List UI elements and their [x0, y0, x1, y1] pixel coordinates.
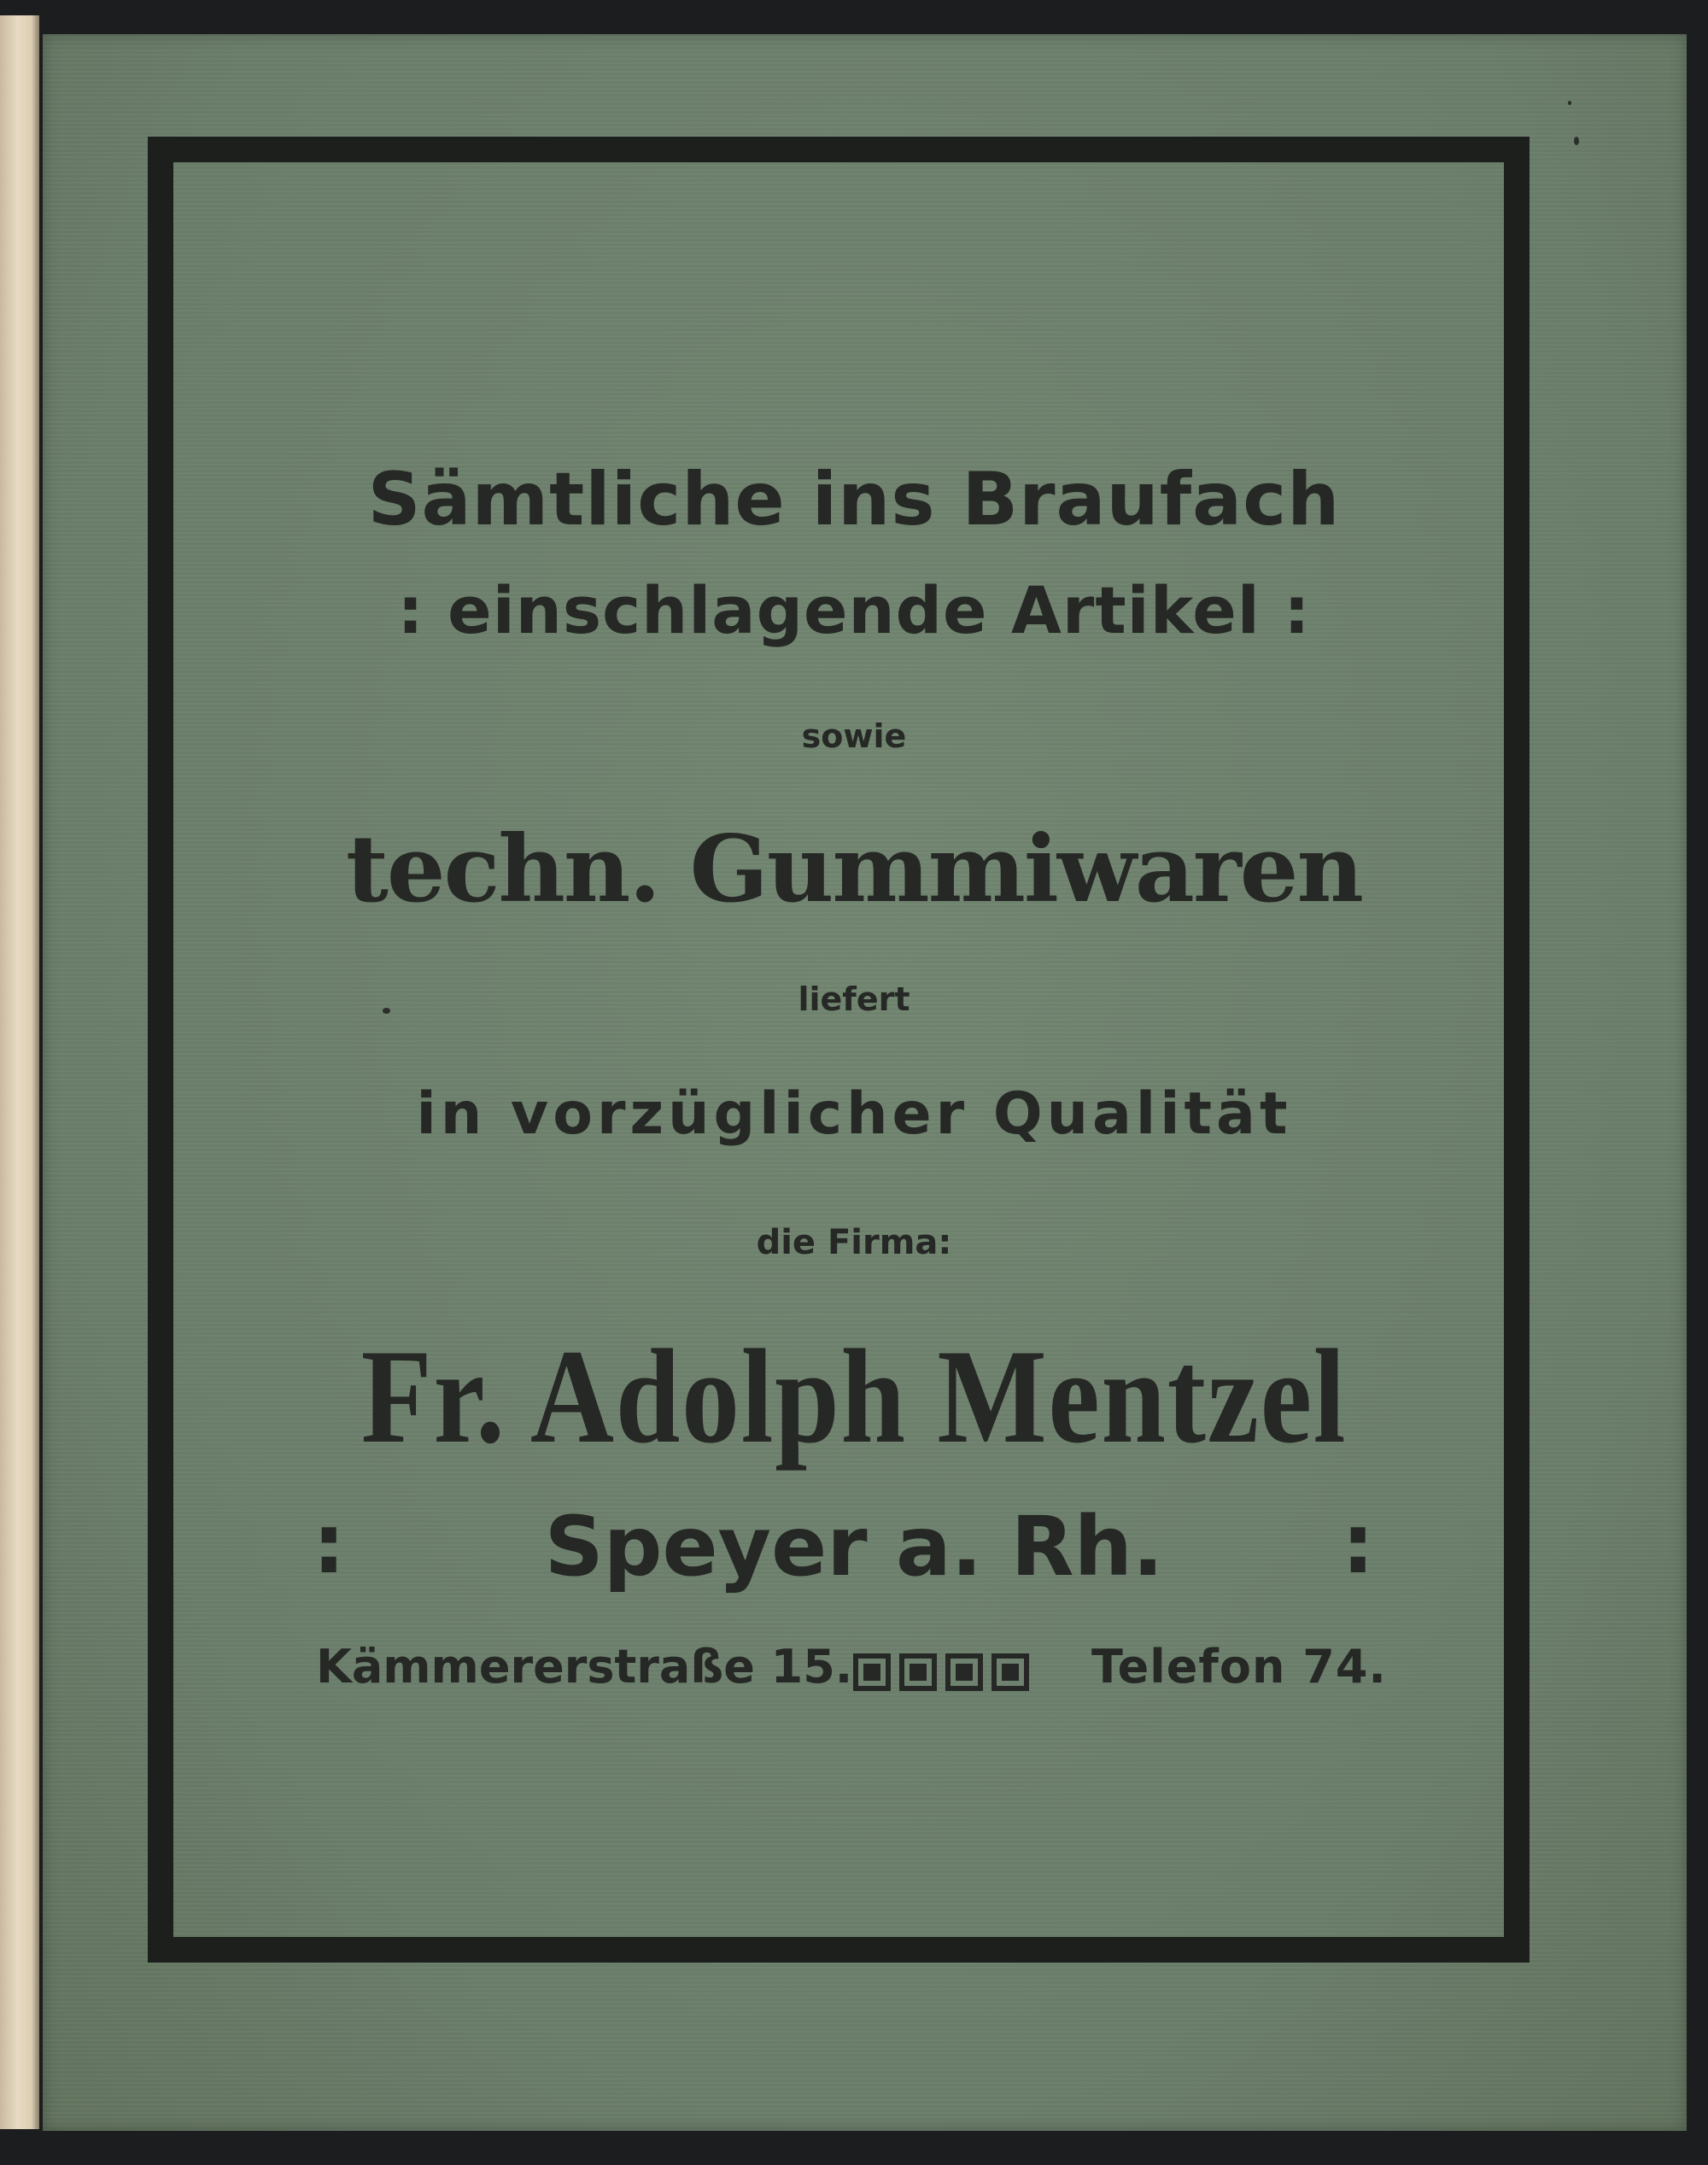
headline-line-1: Sämtliche ins Braufach: [367, 457, 1341, 542]
square-ornament-icon: [991, 1653, 1029, 1691]
square-ornaments: [853, 1653, 1029, 1691]
connector-sowie: sowie: [801, 717, 907, 755]
ink-speck: [1568, 101, 1571, 105]
ink-speck: [1574, 137, 1579, 145]
company-intro: die Firma:: [756, 1223, 952, 1262]
quality-line: in vorzüglicher Qualität: [416, 1080, 1292, 1148]
square-ornament-icon: [899, 1653, 937, 1691]
decorative-colon-left: :: [313, 1496, 346, 1592]
decorative-colon-right: :: [1342, 1496, 1375, 1592]
company-city: Speyer a. Rh.: [544, 1499, 1164, 1594]
company-name: Fr. Adolph Mentzel: [360, 1322, 1348, 1472]
adjacent-page-edge: [0, 15, 39, 2129]
square-ornament-icon: [945, 1653, 983, 1691]
street-address: Kämmererstraße 15.: [316, 1640, 853, 1694]
product-heading: techn. Gummiwaren: [345, 816, 1363, 923]
telephone-number: Telefon 74.: [1091, 1640, 1387, 1694]
headline-line-2: : einschlagende Artikel :: [397, 572, 1311, 648]
square-ornament-icon: [853, 1653, 891, 1691]
connector-liefert: liefert: [798, 980, 910, 1018]
